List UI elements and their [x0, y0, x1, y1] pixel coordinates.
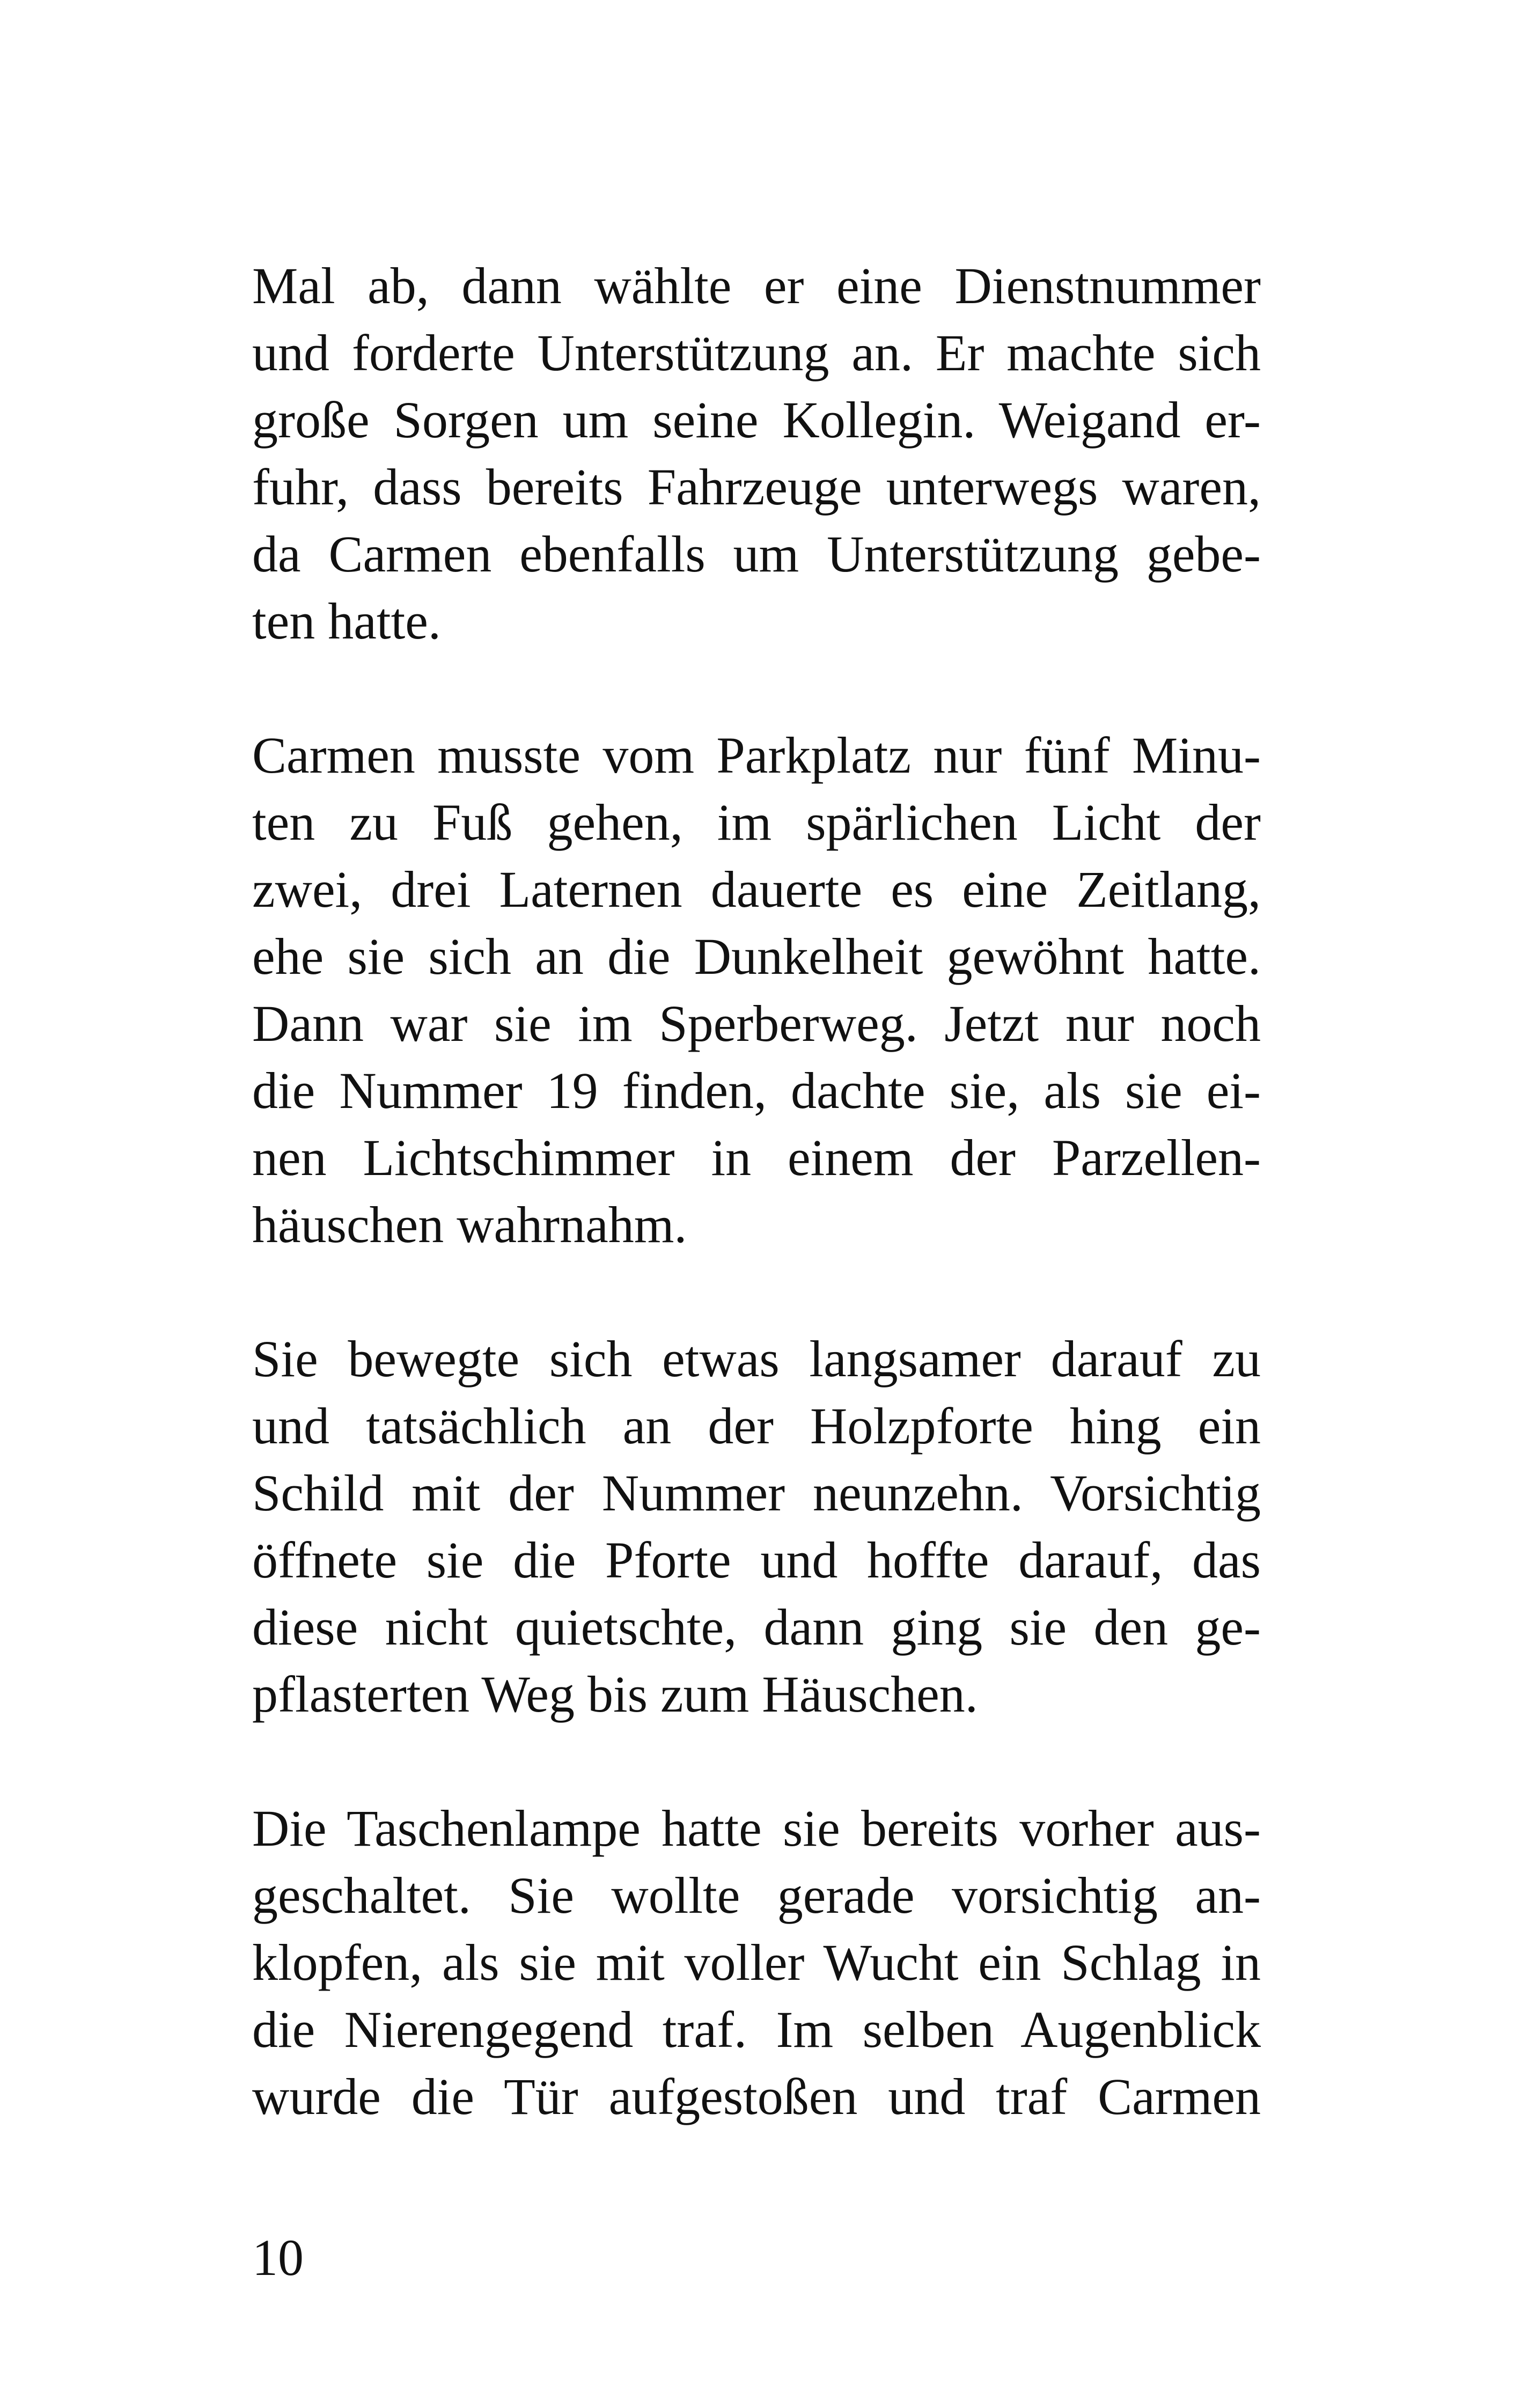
text-line: zwei, drei Laternen dauerte es eine Zeitlang, [252, 861, 1261, 918]
text-line: diese nicht quietschte, dann ging sie den ge- [252, 1598, 1261, 1656]
text-line: die Nummer 19 finden, dachte sie, als sie ei- [252, 1062, 1261, 1119]
text-line: Schild mit der Nummer neunzehn. Vorsichtig [252, 1464, 1261, 1522]
text-line: Dann war sie im Sperberweg. Jetzt nur noch [252, 995, 1261, 1052]
text-line: pflasterten Weg bis zum Häuschen. [252, 1665, 978, 1723]
text-line: Sie bewegte sich etwas langsamer darauf zu [252, 1330, 1261, 1387]
paragraph-spacer [252, 655, 1261, 722]
paragraph-3 [252, 1325, 1261, 1728]
paragraph-spacer [252, 1728, 1261, 1795]
text-line: und forderte Unterstützung an. Er machte sich [252, 324, 1261, 381]
text-line: geschaltet. Sie wollte gerade vorsichtig an- [252, 1867, 1261, 1924]
text-line: fuhr, dass bereits Fahrzeuge unterwegs waren, [252, 458, 1261, 516]
text-line: Die Taschenlampe hatte sie bereits vorher aus- [252, 1800, 1261, 1857]
body-text [252, 252, 1261, 2130]
paragraph-2 [252, 722, 1261, 1258]
paragraph-4 [252, 1795, 1261, 2130]
text-line: ehe sie sich an die Dunkelheit gewöhnt hatte. [252, 928, 1261, 985]
paragraph-1 [252, 252, 1261, 655]
text-line: häuschen wahrnahm. [252, 1196, 687, 1253]
paragraph-spacer [252, 1258, 1261, 1325]
text-line: nen Lichtschimmer in einem der Parzellen- [252, 1129, 1261, 1186]
text-line: wurde die Tür aufgestoßen und traf Carmen [252, 2068, 1261, 2125]
text-line: die Nierengegend traf. Im selben Augenblick [252, 2001, 1261, 2058]
text-line: öffnete sie die Pforte und hoffte darauf, das [252, 1531, 1261, 1589]
text-line: ten zu Fuß gehen, im spärlichen Licht der [252, 794, 1261, 851]
text-line: Mal ab, dann wählte er eine Dienstnummer [252, 257, 1261, 314]
text-line: klopfen, als sie mit voller Wucht ein Schlag in [252, 1934, 1261, 1991]
text-line: und tatsächlich an der Holzpforte hing ein [252, 1397, 1261, 1455]
text-line: große Sorgen um seine Kollegin. Weigand er- [252, 391, 1261, 449]
text-line: da Carmen ebenfalls um Unterstützung gebe- [252, 525, 1261, 583]
text-line: ten hatte. [252, 592, 441, 650]
text-line: Carmen musste vom Parkplatz nur fünf Minu- [252, 726, 1261, 784]
page-number: 10 [252, 2229, 304, 2286]
